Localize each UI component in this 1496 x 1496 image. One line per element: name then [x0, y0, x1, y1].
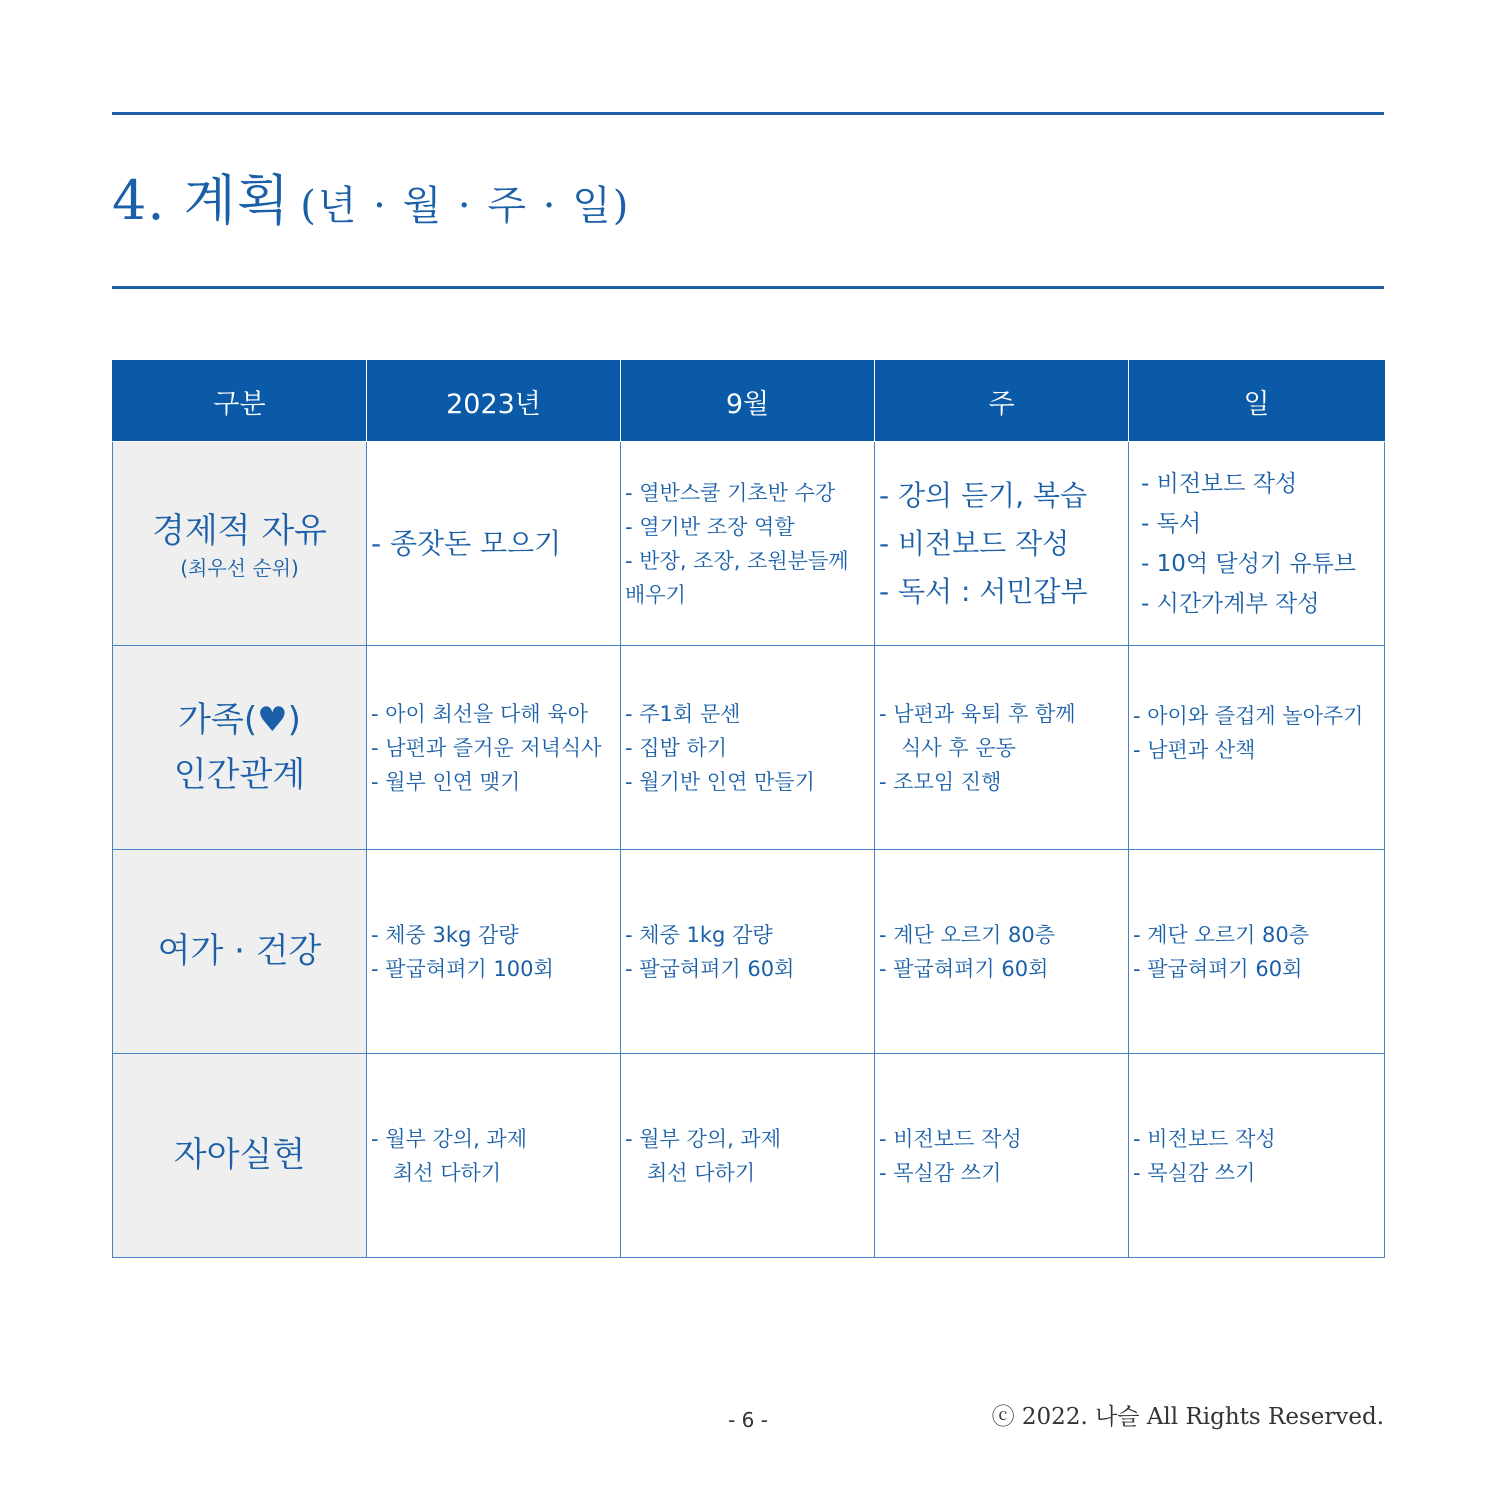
column-header-year: 2023년: [367, 361, 621, 442]
plan-item: - 주1회 문센: [625, 701, 741, 726]
month-plan-cell: [621, 646, 875, 850]
week-plan-cell: [875, 646, 1129, 850]
plan-item: - 아이 최선을 다해 육아: [371, 701, 588, 726]
title-divider: [112, 286, 1384, 289]
plan-item: - 독서: [1141, 510, 1202, 537]
category-label-line2: 인간관계: [173, 754, 306, 795]
column-header-category: 구분: [113, 361, 367, 442]
plan-item: - 월부 강의, 과제: [371, 1126, 527, 1151]
plan-item: 배우기: [625, 582, 686, 607]
day-plan-cell: [1129, 1054, 1385, 1258]
plan-item: - 열기반 조장 역할: [625, 514, 795, 539]
page-title: [112, 158, 630, 235]
plan-item: - 비전보드 작성: [879, 1126, 1022, 1151]
column-header-day: 일: [1129, 361, 1385, 442]
plan-item: - 집밥 하기: [625, 735, 728, 760]
column-header-month: 9월: [621, 361, 875, 442]
day-plan-cell: [1129, 850, 1385, 1054]
page-title-main: 4. 계획: [112, 169, 291, 232]
plan-item: - 남편과 즐거운 저녁식사: [371, 735, 602, 760]
plan-item: - 열반스쿨 기초반 수강: [625, 480, 836, 505]
plan-item: - 계단 오르기 80층: [1133, 922, 1310, 947]
plan-item: - 조모임 진행: [879, 769, 1002, 794]
category-label: 여가 · 건강: [157, 930, 322, 971]
page-number: - 6 -: [728, 1408, 768, 1432]
table-row-financial-freedom: [113, 442, 1385, 646]
plan-item: - 아이와 즐겁게 놀아주기: [1133, 703, 1364, 728]
plan-item: - 비전보드 작성: [1141, 470, 1298, 497]
category-label: 가족(♥): [178, 700, 301, 741]
top-divider: [112, 112, 1384, 115]
plan-item: - 팔굽혀펴기 60회: [879, 956, 1049, 981]
day-plan-cell: [1129, 442, 1385, 646]
plan-item: - 목실감 쓰기: [879, 1160, 1002, 1185]
category-label: 자아실현: [173, 1134, 306, 1175]
column-header-week: 주: [875, 361, 1129, 442]
category-sublabel: (최우선 순위): [180, 556, 299, 581]
month-plan-cell: [621, 442, 875, 646]
plan-item: - 남편과 육퇴 후 함께: [879, 701, 1076, 726]
week-plan-cell: [875, 850, 1129, 1054]
table-row-leisure-health: [113, 850, 1385, 1054]
plan-item: - 월부 강의, 과제: [625, 1126, 781, 1151]
table-row-family-relationships: [113, 646, 1385, 850]
plan-item: - 팔굽혀펴기 100회: [371, 956, 554, 981]
category-cell: [113, 850, 367, 1054]
plan-item: - 비전보드 작성: [879, 526, 1070, 560]
plan-item: - 독서 : 서민갑부: [879, 574, 1088, 608]
plan-item: - 목실감 쓰기: [1133, 1160, 1256, 1185]
category-cell: [113, 646, 367, 850]
plan-item: - 반장, 조장, 조원분들께: [625, 548, 849, 573]
plan-item: 최선 다하기: [393, 1160, 502, 1185]
category-cell: [113, 442, 367, 646]
plan-item: - 10억 달성기 유튜브: [1141, 550, 1357, 577]
copyright-notice: ⓒ 2022. 나슬 All Rights Reserved.: [991, 1404, 1384, 1430]
month-plan-cell: [621, 1054, 875, 1258]
plan-item: 식사 후 운동: [901, 735, 1016, 760]
plan-item: - 체중 3kg 감량: [371, 922, 519, 947]
year-plan-cell: [367, 1054, 621, 1258]
category-cell: [113, 1054, 367, 1258]
plan-item: - 비전보드 작성: [1133, 1126, 1276, 1151]
category-label: 경제적 자유: [151, 510, 328, 551]
table-row-self-actualization: [113, 1054, 1385, 1258]
plan-item: 최선 다하기: [647, 1160, 756, 1185]
day-plan-cell: [1129, 646, 1385, 850]
plan-item: - 월기반 인연 만들기: [625, 769, 815, 794]
year-plan-cell: [367, 850, 621, 1054]
plan-item: - 월부 인연 맺기: [371, 769, 521, 794]
page-title-subtitle: (년 · 월 · 주 · 일): [300, 183, 631, 229]
plan-item: - 계단 오르기 80층: [879, 922, 1056, 947]
plan-item: - 체중 1kg 감량: [625, 922, 773, 947]
week-plan-cell: [875, 1054, 1129, 1258]
year-plan-cell: [367, 442, 621, 646]
month-plan-cell: [621, 850, 875, 1054]
plan-table: [112, 360, 1385, 1258]
plan-item: - 팔굽혀펴기 60회: [1133, 956, 1303, 981]
plan-item: - 남편과 산책: [1133, 737, 1256, 762]
plan-item: - 시간가계부 작성: [1141, 590, 1320, 617]
plan-item: - 종잣돈 모으기: [371, 526, 562, 560]
plan-item: - 팔굽혀펴기 60회: [625, 956, 795, 981]
table-header-row: [113, 361, 1385, 442]
year-plan-cell: [367, 646, 621, 850]
plan-item: - 강의 듣기, 복습: [879, 478, 1087, 512]
week-plan-cell: [875, 442, 1129, 646]
